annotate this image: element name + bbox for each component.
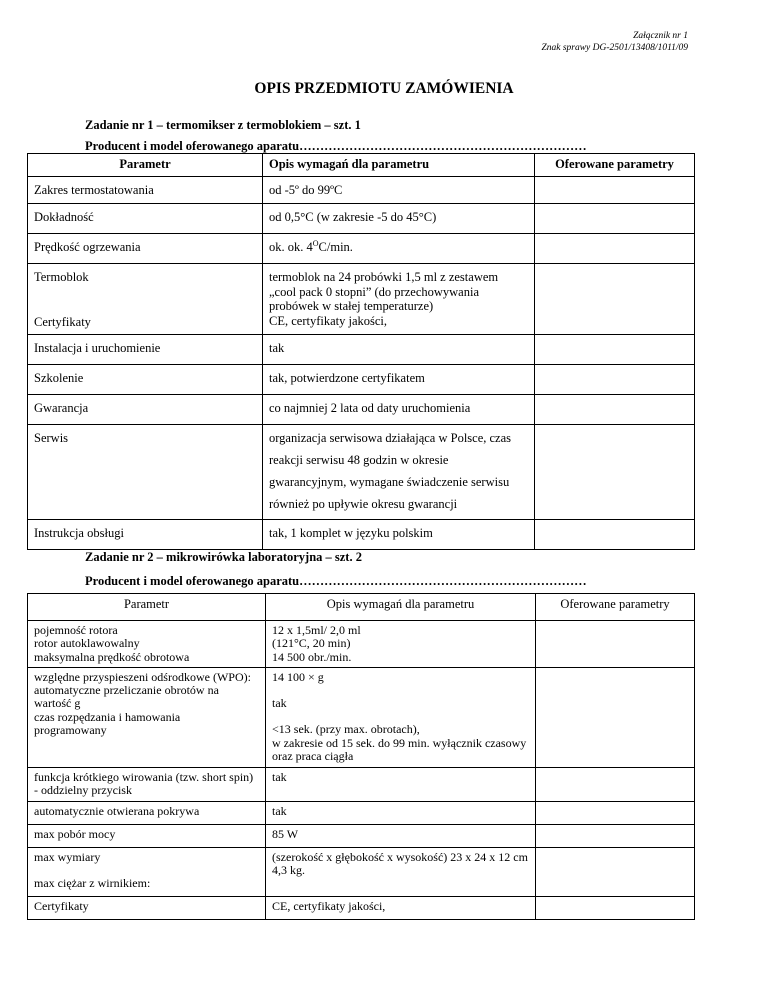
- param-cell: Prędkość ogrzewania: [28, 234, 263, 264]
- param-text: Termoblok: [34, 270, 89, 284]
- task1-producer-line: [85, 139, 587, 154]
- param-line: pojemność rotora: [34, 623, 118, 637]
- desc-cell: CE, certyfikaty jakości,: [266, 896, 536, 919]
- param-cell: Dokładność: [28, 204, 263, 234]
- table-row: [28, 621, 695, 668]
- param-text: Certyfikaty: [34, 315, 91, 329]
- desc-cell: od -5º do 99ºC: [263, 177, 535, 204]
- desc-cell: tak: [266, 767, 536, 801]
- table-row: [28, 425, 695, 520]
- desc-text: CE, certyfikaty jakości,: [269, 313, 388, 328]
- desc-cell: 85 W: [266, 824, 536, 847]
- table-row: [28, 667, 695, 767]
- desc-sup: O: [312, 238, 319, 248]
- document-header: [541, 30, 688, 54]
- col-header-offer: Oferowane parametry: [536, 594, 695, 621]
- param-line: maksymalna prędkość obrotowa: [34, 649, 190, 664]
- param-cell: Zakres termostatowania: [28, 177, 263, 204]
- task1-producer-label: Producent i model oferowanego aparatu: [85, 139, 300, 153]
- desc-text: ok. ok. 4: [269, 240, 313, 254]
- task2-table: [27, 593, 695, 920]
- desc-line: (121°C, 20 min): [272, 636, 351, 651]
- desc-line: <13 sek. (przy max. obrotach),: [272, 722, 420, 737]
- table-row: [28, 801, 695, 824]
- param-cell: Gwarancja: [28, 395, 263, 425]
- table-row: [28, 335, 695, 365]
- col-header-desc: Opis wymagań dla parametru: [266, 594, 536, 621]
- table-row: [28, 177, 695, 204]
- param-cell: max pobór mocy: [28, 824, 266, 847]
- desc-line: 4,3 kg.: [272, 863, 305, 878]
- task1-header-row: [28, 154, 695, 177]
- offer-cell[interactable]: [536, 667, 695, 767]
- table-row: [28, 204, 695, 234]
- table-row: [28, 234, 695, 264]
- desc-text: termoblok na 24 probówki 1,5 ml z zestawem „cool pack 0 stopni” (do przechowywania probówek w stałej temperaturze): [269, 270, 499, 313]
- desc-line: tak: [272, 696, 287, 711]
- offer-cell[interactable]: [535, 365, 695, 395]
- task2-producer-line: [85, 574, 587, 589]
- param-line: max wymiary: [34, 849, 101, 864]
- desc-cell: [266, 621, 536, 668]
- offer-cell[interactable]: [536, 847, 695, 896]
- desc-line: reakcji serwisu 48 godzin w okresie: [269, 453, 449, 467]
- offer-cell[interactable]: [536, 767, 695, 801]
- task2-heading: Zadanie nr 2 – mikrowirówka laboratoryjna – szt. 2: [85, 550, 362, 564]
- desc-line: (szerokość x głębokość x wysokość) 23 x 24 x 12 cm: [272, 849, 528, 864]
- task1-producer-dots: ……………………………………………………………: [299, 139, 587, 153]
- param-cell: Szkolenie: [28, 365, 263, 395]
- document-title: OPIS PRZEDMIOTU ZAMÓWIENIA: [254, 80, 514, 97]
- task1-heading: Zadanie nr 1 – termomikser z termoblokiem – szt. 1: [85, 118, 361, 132]
- param-line: programowany: [34, 723, 107, 738]
- desc-line: 14 100 × g: [272, 669, 324, 684]
- offer-cell[interactable]: [535, 520, 695, 550]
- param-cell: Instalacja i uruchomienie: [28, 335, 263, 365]
- table-row: [28, 264, 695, 335]
- offer-cell[interactable]: [535, 335, 695, 365]
- desc-line: organizacja serwisowa działająca w Polsce, czas: [269, 431, 512, 445]
- desc-cell: [263, 264, 535, 335]
- param-cell: Certyfikaty: [28, 896, 266, 919]
- param-line: rotor autoklawowalny: [34, 636, 140, 651]
- desc-text: C/min.: [318, 240, 353, 254]
- param-cell: [28, 847, 266, 896]
- task1-table: [27, 153, 695, 550]
- table-row: [28, 520, 695, 550]
- desc-cell: tak: [266, 801, 536, 824]
- col-header-param: Parametr: [28, 594, 266, 621]
- offer-cell[interactable]: [535, 425, 695, 520]
- desc-cell: [263, 425, 535, 520]
- table-row: [28, 767, 695, 801]
- table-row: [28, 365, 695, 395]
- offer-cell[interactable]: [536, 896, 695, 919]
- offer-cell[interactable]: [536, 824, 695, 847]
- annex-label: Załącznik nr 1: [633, 31, 688, 41]
- offer-cell[interactable]: [536, 801, 695, 824]
- offer-cell[interactable]: [535, 204, 695, 234]
- offer-cell[interactable]: [535, 234, 695, 264]
- case-sign: Znak sprawy DG-2501/13408/1011/09: [541, 43, 688, 53]
- desc-line: 14 500 obr./min.: [272, 649, 352, 664]
- desc-cell: tak, 1 komplet w języku polskim: [263, 520, 535, 550]
- param-cell: [28, 667, 266, 767]
- offer-cell[interactable]: [535, 177, 695, 204]
- table-row: [28, 395, 695, 425]
- param-line: automatyczne przeliczanie obrotów na wartość g: [34, 683, 219, 711]
- col-header-offer: Oferowane parametry: [535, 154, 695, 177]
- offer-cell[interactable]: [535, 264, 695, 335]
- param-cell: Serwis: [28, 425, 263, 520]
- col-header-desc: Opis wymagań dla parametru: [263, 154, 535, 177]
- offer-cell[interactable]: [535, 395, 695, 425]
- param-cell: Instrukcja obsługi: [28, 520, 263, 550]
- desc-line: gwarancyjnym, wymagane świadczenie serwisu: [269, 475, 510, 489]
- desc-cell: co najmniej 2 lata od daty uruchomienia: [263, 395, 535, 425]
- offer-cell[interactable]: [536, 621, 695, 668]
- table-row: [28, 896, 695, 919]
- desc-cell: od 0,5°C (w zakresie -5 do 45°C): [263, 204, 535, 234]
- desc-cell: tak, potwierdzone certyfikatem: [263, 365, 535, 395]
- table-row: [28, 847, 695, 896]
- param-cell: [28, 264, 263, 335]
- task2-producer-label: Producent i model oferowanego aparatu: [85, 574, 300, 588]
- param-line: czas rozpędzania i hamowania: [34, 709, 181, 724]
- desc-line: 12 x 1,5ml/ 2,0 ml: [272, 623, 361, 637]
- desc-line: również po upływie okresu gwarancji: [269, 497, 458, 511]
- param-cell: automatycznie otwierana pokrywa: [28, 801, 266, 824]
- param-cell: [28, 621, 266, 668]
- task2-header-row: [28, 594, 695, 621]
- col-header-param: Parametr: [28, 154, 263, 177]
- desc-cell: tak: [263, 335, 535, 365]
- param-line: względne przyspieszeni odśrodkowe (WPO):: [34, 669, 251, 684]
- table-row: [28, 824, 695, 847]
- desc-cell: [266, 667, 536, 767]
- desc-line: w zakresie od 15 sek. do 99 min. wyłącznik czasowy oraz praca ciągła: [272, 735, 527, 764]
- param-line: max ciężar z wirnikiem:: [34, 876, 151, 891]
- task2-producer-dots: ……………………………………………………………: [299, 574, 587, 588]
- desc-cell: [266, 847, 536, 896]
- desc-cell: [263, 234, 535, 264]
- param-cell: funkcja krótkiego wirowania (tzw. short spin) - oddzielny przycisk: [28, 767, 266, 801]
